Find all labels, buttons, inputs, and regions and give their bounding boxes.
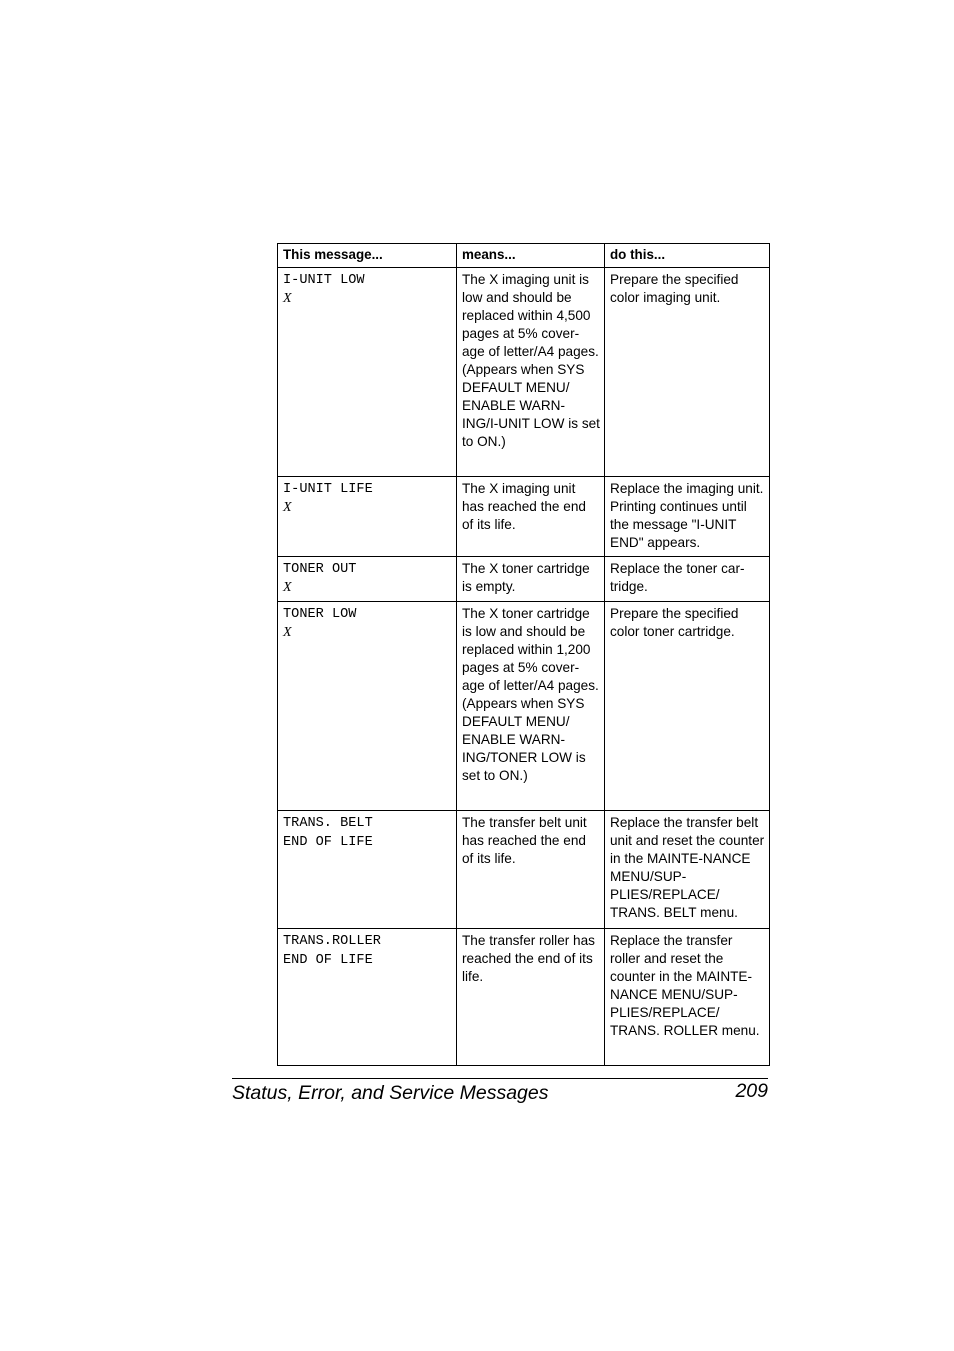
message-code: TONER LOW (283, 607, 357, 623)
means-text: The X imaging unit is low and should be replaced within 4,500 pages at 5% cover-age of letter/A4 pages. (462, 272, 599, 359)
message-code: TRANS.ROLLER (283, 934, 381, 950)
message-color-variable: X (283, 580, 292, 596)
table-header-row (278, 244, 770, 268)
message-color-variable: X (283, 625, 292, 641)
means-cell: The transfer belt unit has reached the end of its life. (457, 811, 605, 929)
page-number: 209 (735, 1080, 768, 1102)
action-cell: Replace the transfer roller and reset the counter in the MAINTE-NANCE MENU/SUP-PLIES/REPLACE/ TRANS. ROLLER menu. (605, 929, 770, 1066)
message-color-variable: X (283, 291, 292, 307)
means-text: The X toner cartridge is low and should be replaced within 1,200 pages at 5% cover-age of letter/A4 pages. (462, 606, 599, 694)
action-cell: Replace the imaging unit. Printing continues until the message "I-UNIT END" appears. (605, 477, 770, 557)
message-code: I-UNIT LOW (283, 273, 365, 288)
table-row (278, 602, 770, 811)
message-cell (278, 929, 457, 1066)
means-cell (457, 268, 605, 477)
means-cell: The X imaging unit has reached the end of its life. (457, 477, 605, 557)
means-cell: The X toner cartridge is empty. (457, 557, 605, 602)
footer-section-title: Status, Error, and Service Messages (232, 1082, 549, 1104)
means-cell (457, 602, 605, 811)
message-color-variable: X (283, 500, 292, 516)
table-row (278, 811, 770, 929)
message-code-line2: END OF LIFE (283, 835, 373, 851)
action-cell: Replace the toner car-tridge. (605, 557, 770, 602)
status-messages-table (277, 243, 770, 1066)
message-cell (278, 477, 457, 557)
means-note: (Appears when SYS DEFAULT MENU/ ENABLE WARN-ING/I-UNIT LOW is set to ON.) (462, 362, 600, 449)
table-row (278, 929, 770, 1066)
message-cell (278, 811, 457, 929)
message-cell (278, 557, 457, 602)
action-cell: Prepare the specified color toner cartridge. (605, 602, 770, 811)
message-code: TONER OUT (283, 562, 357, 577)
table-row (278, 557, 770, 602)
message-cell (278, 268, 457, 477)
header-message: This message... (278, 244, 457, 268)
table-row (278, 477, 770, 557)
header-action: do this... (605, 244, 770, 268)
message-code-line2: END OF LIFE (283, 953, 373, 969)
action-cell: Prepare the specified color imaging unit. (605, 268, 770, 477)
message-code: TRANS. BELT (283, 816, 373, 832)
means-cell: The transfer roller has reached the end of its life. (457, 929, 605, 1066)
means-note: (Appears when SYS DEFAULT MENU/ ENABLE WARN-ING/TONER LOW is set to ON.) (462, 696, 586, 784)
header-means: means... (457, 244, 605, 268)
table-row (278, 268, 770, 477)
footer-divider (232, 1078, 768, 1079)
action-cell: Replace the transfer belt unit and reset the counter in the MAINTE-NANCE MENU/SUP-PLIES/REPLACE/ TRANS. BELT menu. (605, 811, 770, 929)
message-code: I-UNIT LIFE (283, 482, 373, 497)
message-cell (278, 602, 457, 811)
